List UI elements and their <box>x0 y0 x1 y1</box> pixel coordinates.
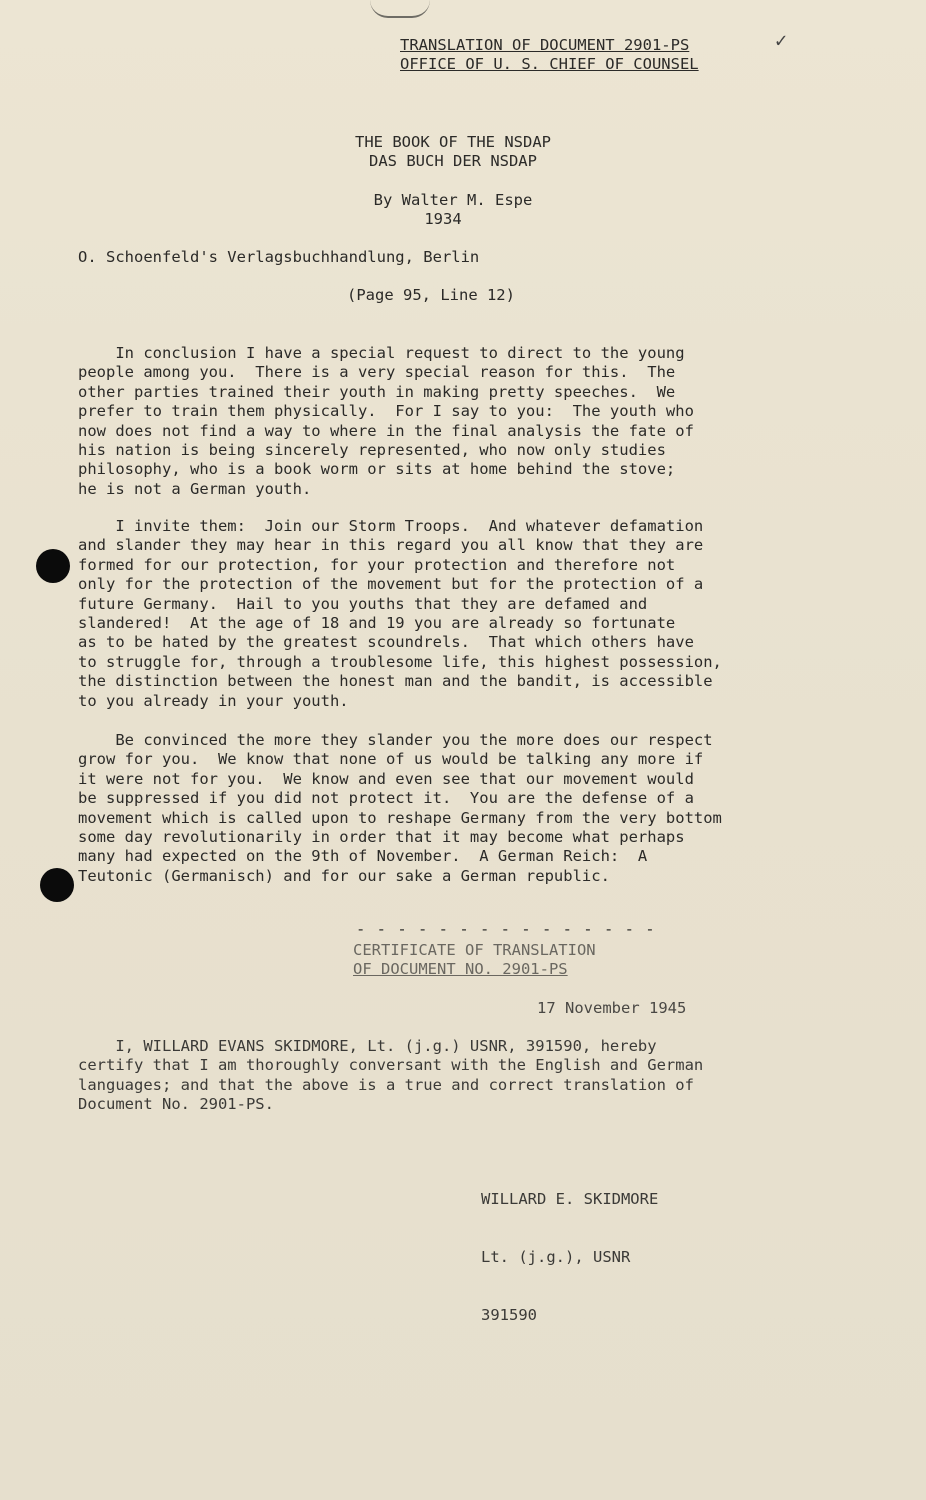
signature-block <box>481 1151 658 1364</box>
punch-hole-bottom <box>40 868 74 902</box>
certificate-body: I, WILLARD EVANS SKIDMORE, Lt. (j.g.) USNR, 391590, hereby certify that I am thoroughly conversant with the English and German languages; and that the above is a true and correct translation of Document No. 2901-PS. <box>78 1037 704 1114</box>
book-author: By Walter M. Espe <box>373 191 533 209</box>
certificate-date: 17 November 1945 <box>537 999 687 1017</box>
check-mark: ✓ <box>775 28 788 52</box>
book-title-german: DAS BUCH DER NSDAP <box>369 152 537 170</box>
document-header <box>400 36 699 74</box>
punch-hole-top <box>36 549 70 583</box>
book-year: 1934 <box>424 210 462 228</box>
header-translation-line: TRANSLATION OF DOCUMENT 2901-PS <box>400 36 690 54</box>
book-publisher: O. Schoenfeld's Verlagsbuchhandlung, Berlin <box>78 248 480 266</box>
certificate-subtitle: OF DOCUMENT NO. 2901-PS <box>353 960 568 978</box>
body-paragraph-1: In conclusion I have a special request to direct to the young people among you. There is a very special reason for this. The other parties trained their youth in making pretty speeches. We prefer to train them physically. For I say to you: The youth who now does not find a way to where in the final analysis the fate of his nation is being sincerely represented, who now only studies philosophy, who is a book worm or sits at home behind the stove; he is not a German youth. <box>78 344 694 498</box>
book-title-english: THE BOOK OF THE NSDAP <box>355 133 551 151</box>
body-paragraph-2: I invite them: Join our Storm Troops. And whatever defamation and slander they may hear in this regard you all know that they are formed for our protection, for your protection and therefore not only for the protection of the movement but for the protection of a future Germany. Hail to you youths that they are defamed and slandered! At the age of 18 and 19 you are already so fortunate as to be hated by the greatest scoundrels. That which others have to struggle for, through a troublesome life, this highest possession, the distinction between the honest man and the bandit, is accessible to you already in your youth. <box>78 517 722 710</box>
body-paragraph-3: Be convinced the more they slander you the more does our respect grow for you. We know that none of us would be talking any more if it were not for you. We know and even see that our movement would be suppressed if you did not protect it. You are the defense of a movement which is called upon to reshape Germany from the very bottom some day revolutionarily in order that it may become what perhaps many had expected on the 9th of November. A German Reich: A Teutonic (Germanisch) and for our sake a German republic. <box>78 731 722 885</box>
signature-name: WILLARD E. SKIDMORE <box>481 1189 659 1208</box>
signature-rank: Lt. (j.g.), USNR <box>481 1248 631 1267</box>
signature-number: 391590 <box>481 1306 537 1325</box>
page-reference: (Page 95, Line 12) <box>347 286 515 304</box>
certificate-title: CERTIFICATE OF TRANSLATION <box>353 941 596 959</box>
header-office-line: OFFICE OF U. S. CHIEF OF COUNSEL <box>400 55 699 73</box>
section-divider: - - - - - - - - - - - - - - - <box>356 920 656 938</box>
